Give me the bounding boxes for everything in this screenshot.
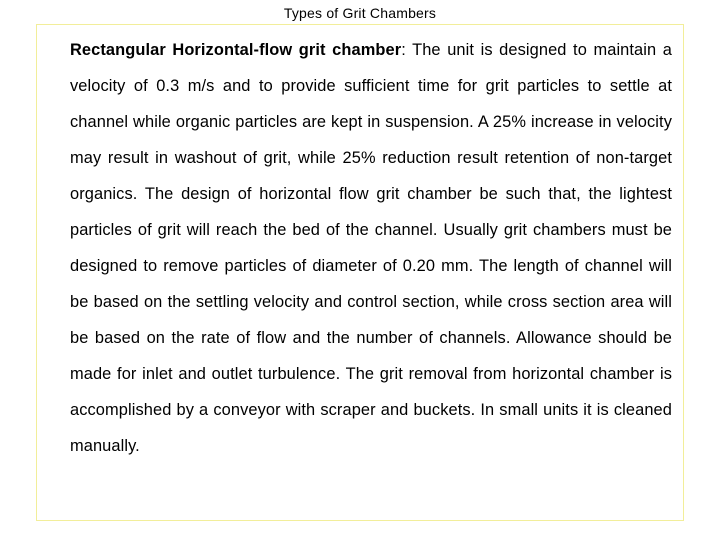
lead-heading: Rectangular Horizontal-flow grit chamber [70, 41, 402, 59]
slide-title: Types of Grit Chambers [283, 5, 437, 21]
body-text: : The unit is designed to maintain a velocity of 0.3 m/s and to provide sufficient time for grit particles to settle at channel while organic particles are kept in suspension. A 25% increase in velocity may result in washout of grit, while 25% reduction result retention of non-target organics. The design of horizontal flow grit chamber be such that, the lightest particles of grit will reach the bed of the channel. Usually grit chambers must be designed to remove particles of diameter of 0.20 mm. The length of channel will be based on the settling velocity and control section, while cross section area will be based on the rate of flow and the number of channels. Allowance should be made for inlet and outlet turbulence. The grit removal from horizontal chamber is accomplished by a conveyor with scraper and buckets. In small units it is cleaned manually. [70, 41, 672, 455]
body-paragraph [70, 32, 672, 464]
